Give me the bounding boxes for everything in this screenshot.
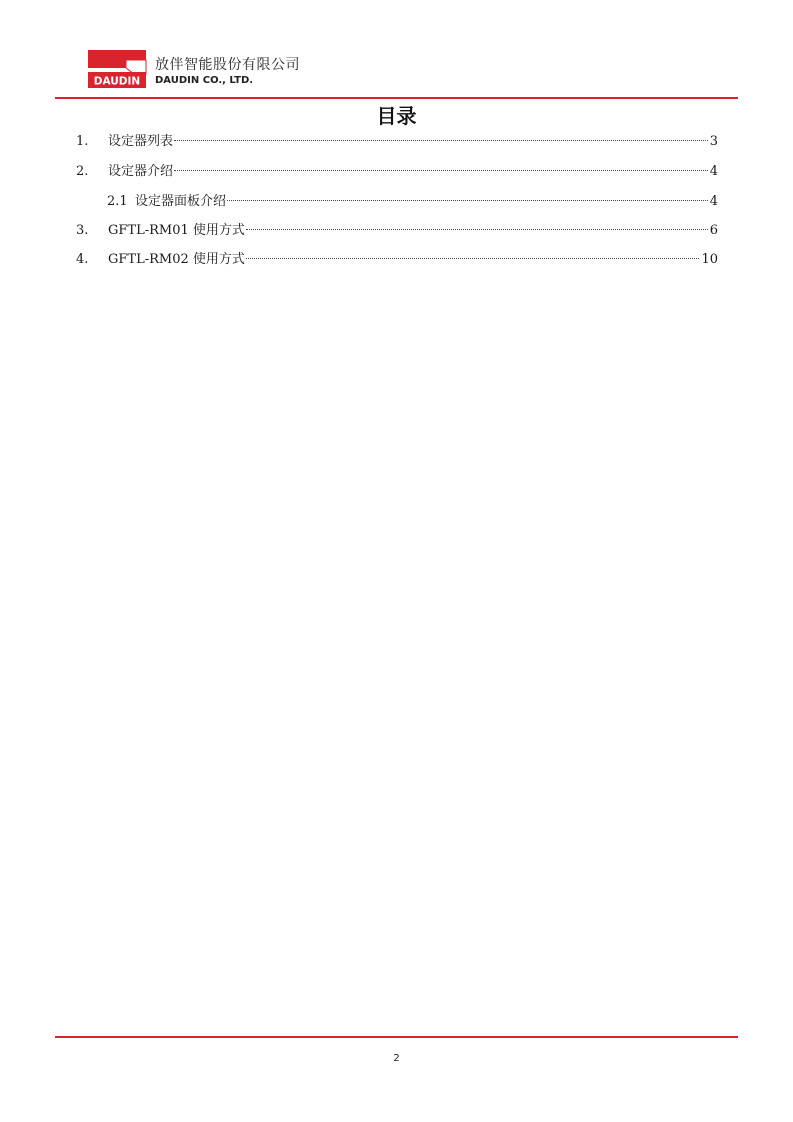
toc-entry-number: 2.1 <box>107 194 128 209</box>
toc-title: 目录 <box>376 104 417 128</box>
page-number: 2 <box>393 1053 400 1064</box>
page-header <box>86 48 386 92</box>
toc-entry-sub[interactable] <box>107 192 718 212</box>
toc-entry-page: 4 <box>709 194 718 209</box>
logo-text: DAUDIN <box>93 75 141 88</box>
toc-dot-leader <box>227 199 708 201</box>
footer-divider <box>55 1036 738 1038</box>
toc-entry-text: GFTL-RM01 使用方式 <box>108 223 245 238</box>
company-name-cn: 放伴智能股份有限公司 <box>155 57 300 73</box>
toc-dot-leader <box>246 228 708 230</box>
toc-dot-leader <box>174 139 708 141</box>
toc-dot-leader <box>246 257 700 259</box>
toc-entry-number: 2. <box>76 164 89 179</box>
daudin-logo <box>86 48 148 90</box>
toc-entry-number: 1. <box>76 134 89 149</box>
toc-dot-leader <box>174 169 708 171</box>
toc-entry-page: 3 <box>709 134 718 149</box>
toc-entry-page: 4 <box>709 164 718 179</box>
toc-entry-text: 设定器面板介绍 <box>135 194 227 209</box>
header-divider <box>55 97 738 99</box>
toc-entry-number: 3. <box>76 223 89 238</box>
toc-entry-number: 4. <box>76 252 89 267</box>
toc-entry-text: 设定器列表 <box>108 134 174 149</box>
toc-entry[interactable] <box>76 221 718 241</box>
toc-entry-page: 10 <box>701 252 718 267</box>
toc-entry-text: GFTL-RM02 使用方式 <box>108 252 245 267</box>
toc-entry[interactable] <box>76 162 718 182</box>
toc-entry-page: 6 <box>709 223 718 238</box>
toc-entry-text: 设定器介绍 <box>108 164 174 179</box>
toc-entry[interactable] <box>76 132 718 152</box>
toc-entry[interactable] <box>76 250 718 270</box>
company-name-en: DAUDIN CO., LTD. <box>155 75 254 86</box>
